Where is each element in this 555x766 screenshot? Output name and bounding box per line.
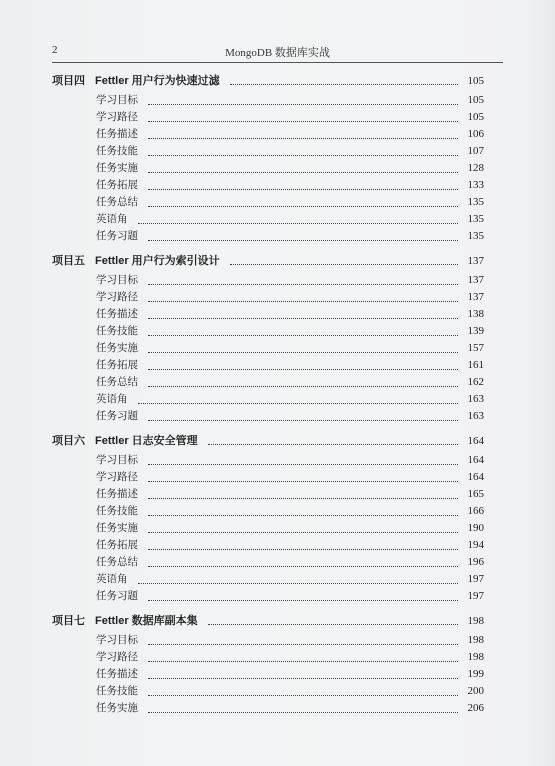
- dot-leader: [148, 660, 458, 662]
- toc-entry-title: [52, 374, 142, 391]
- toc-page-number: 194: [467, 539, 484, 551]
- toc-project-id: 项目五: [52, 254, 85, 267]
- dot-leader: [148, 497, 458, 499]
- toc-entry-title: [52, 554, 142, 571]
- toc-title-text: 学习目标: [96, 94, 138, 106]
- dot-leader: [148, 120, 458, 122]
- dot-leader: [230, 83, 458, 85]
- dot-leader: [148, 385, 458, 387]
- toc-page-number: 198: [467, 651, 484, 663]
- toc-item-row: [52, 571, 484, 588]
- toc-page-number: 161: [467, 359, 484, 371]
- toc-entry-title: [52, 649, 142, 666]
- toc-entry-title: [52, 177, 142, 194]
- toc-item-row: [52, 408, 484, 425]
- dot-leader: [148, 643, 458, 645]
- toc-entry-title: [52, 357, 142, 374]
- header-book-title: MongoDB 数据库实战: [225, 47, 330, 59]
- toc-entry-title: [52, 73, 224, 90]
- toc-title-text: 任务实施: [96, 162, 138, 174]
- toc-page-number: 162: [467, 376, 484, 388]
- toc-title-text: 英语角: [96, 393, 128, 405]
- dot-leader: [148, 531, 458, 533]
- toc-item-row: [52, 374, 484, 391]
- toc-entry-title: [52, 194, 142, 211]
- dot-leader: [148, 514, 458, 516]
- toc-entry-title: [52, 700, 142, 717]
- toc-entry-title: [52, 126, 142, 143]
- dot-leader: [148, 171, 458, 173]
- toc-entry-title: [52, 143, 142, 160]
- toc-title-text: 任务总结: [96, 196, 138, 208]
- toc-title-text: 任务描述: [96, 488, 138, 500]
- toc-page-number: 164: [467, 434, 484, 447]
- toc-page-number: 164: [467, 454, 484, 466]
- toc-page-number: 196: [467, 556, 484, 568]
- toc-page-number: 190: [467, 522, 484, 534]
- toc-page-number: 138: [467, 308, 484, 320]
- toc-page-number: 135: [467, 196, 484, 208]
- toc-item-row: [52, 357, 484, 374]
- toc-page-number: 198: [467, 614, 484, 627]
- toc-item-row: [52, 520, 484, 537]
- toc-title-text: 任务描述: [96, 668, 138, 680]
- toc-page-number: 133: [467, 179, 484, 191]
- toc-page-number: 163: [467, 410, 484, 422]
- page-edge-shadow: [525, 0, 555, 766]
- toc-project-id: 项目七: [52, 614, 85, 627]
- toc-item-row: [52, 323, 484, 340]
- toc-title-text: 任务技能: [96, 685, 138, 697]
- toc-title-text: 任务实施: [96, 522, 138, 534]
- toc-item-row: [52, 452, 484, 469]
- dot-leader: [148, 565, 458, 567]
- toc-item-row: [52, 177, 484, 194]
- dot-leader: [148, 711, 458, 713]
- toc-page-number: 197: [467, 590, 484, 602]
- toc-entry-title: [52, 306, 142, 323]
- dot-leader: [230, 263, 458, 265]
- toc-title-text: 任务描述: [96, 308, 138, 320]
- toc-entry-title: [52, 486, 142, 503]
- toc-title-text: 学习路径: [96, 651, 138, 663]
- dot-leader: [148, 480, 458, 482]
- header-page-number: 2: [52, 44, 58, 56]
- toc-page-number: 199: [467, 668, 484, 680]
- dot-leader: [208, 443, 458, 445]
- toc-page-number: 137: [467, 291, 484, 303]
- dot-leader: [148, 188, 458, 190]
- dot-leader: [148, 205, 458, 207]
- toc-title-text: 学习路径: [96, 471, 138, 483]
- toc-item-row: [52, 666, 484, 683]
- toc-project-row: [52, 250, 484, 272]
- dot-leader: [208, 623, 458, 625]
- toc-entry-title: [52, 289, 142, 306]
- toc-item-row: [52, 194, 484, 211]
- toc-entry-title: [52, 469, 142, 486]
- toc-entry-title: [52, 160, 142, 177]
- header-rule: [52, 62, 503, 63]
- toc-title-text: 任务拓展: [96, 539, 138, 551]
- toc-project-row: [52, 70, 484, 92]
- toc-page-number: 166: [467, 505, 484, 517]
- toc-entry-title: [52, 632, 142, 649]
- toc-item-row: [52, 391, 484, 408]
- toc-entry-title: [52, 433, 202, 450]
- toc-entry-title: [52, 323, 142, 340]
- toc-title-text: 任务习题: [96, 410, 138, 422]
- toc-entry-title: [52, 503, 142, 520]
- toc-entry-title: [52, 211, 132, 228]
- toc-entry-title: [52, 452, 142, 469]
- toc-title-text: Fettler 日志安全管理: [95, 434, 198, 447]
- toc-page-number: 137: [467, 274, 484, 286]
- toc-entry-title: [52, 613, 202, 630]
- toc-title-text: 任务习题: [96, 230, 138, 242]
- dot-leader: [138, 402, 459, 404]
- toc-title-text: Fettler 用户行为快速过滤: [95, 74, 220, 87]
- toc-page-number: 163: [467, 393, 484, 405]
- toc-item-row: [52, 683, 484, 700]
- dot-leader: [148, 137, 458, 139]
- toc-entry-title: [52, 228, 142, 245]
- toc-page-number: 128: [467, 162, 484, 174]
- toc-title-text: 学习路径: [96, 111, 138, 123]
- toc-item-row: [52, 160, 484, 177]
- dot-leader: [148, 599, 458, 601]
- table-of-contents: [52, 70, 484, 717]
- toc-title-text: 任务总结: [96, 556, 138, 568]
- toc-entry-title: [52, 683, 142, 700]
- toc-page-number: 137: [467, 254, 484, 267]
- toc-entry-title: [52, 340, 142, 357]
- toc-page-number: 135: [467, 230, 484, 242]
- toc-item-row: [52, 272, 484, 289]
- toc-title-text: 任务总结: [96, 376, 138, 388]
- dot-leader: [148, 463, 458, 465]
- toc-item-row: [52, 588, 484, 605]
- toc-title-text: 学习目标: [96, 274, 138, 286]
- dot-leader: [148, 300, 458, 302]
- toc-entry-title: [52, 391, 132, 408]
- toc-item-row: [52, 306, 484, 323]
- toc-entry-title: [52, 92, 142, 109]
- toc-entry-title: [52, 408, 142, 425]
- toc-item-row: [52, 126, 484, 143]
- toc-item-row: [52, 537, 484, 554]
- toc-title-text: 任务技能: [96, 325, 138, 337]
- dot-leader: [148, 283, 458, 285]
- toc-page-number: 198: [467, 634, 484, 646]
- toc-item-row: [52, 289, 484, 306]
- toc-title-text: 英语角: [96, 573, 128, 585]
- toc-page-number: 200: [467, 685, 484, 697]
- toc-title-text: Fettler 用户行为索引设计: [95, 254, 220, 267]
- toc-item-row: [52, 469, 484, 486]
- toc-page-number: 107: [467, 145, 484, 157]
- toc-page-number: 206: [467, 702, 484, 714]
- toc-project-row: [52, 610, 484, 632]
- toc-page-number: 139: [467, 325, 484, 337]
- toc-item-row: [52, 211, 484, 228]
- toc-page-number: 105: [467, 94, 484, 106]
- toc-page-number: 106: [467, 128, 484, 140]
- toc-title-text: 英语角: [96, 213, 128, 225]
- dot-leader: [148, 103, 458, 105]
- toc-project-row: [52, 430, 484, 452]
- dot-leader: [148, 317, 458, 319]
- toc-title-text: 任务描述: [96, 128, 138, 140]
- toc-entry-title: [52, 537, 142, 554]
- toc-item-row: [52, 228, 484, 245]
- toc-title-text: 学习目标: [96, 634, 138, 646]
- toc-item-row: [52, 700, 484, 717]
- toc-page-number: 135: [467, 213, 484, 225]
- toc-title-text: 学习路径: [96, 291, 138, 303]
- toc-item-row: [52, 486, 484, 503]
- toc-page-number: 165: [467, 488, 484, 500]
- toc-entry-title: [52, 666, 142, 683]
- toc-title-text: 任务技能: [96, 145, 138, 157]
- dot-leader: [138, 582, 459, 584]
- toc-page-number: 105: [467, 74, 484, 87]
- toc-item-row: [52, 554, 484, 571]
- toc-title-text: 任务拓展: [96, 359, 138, 371]
- toc-item-row: [52, 109, 484, 126]
- toc-entry-title: [52, 571, 132, 588]
- toc-title-text: 任务实施: [96, 342, 138, 354]
- dot-leader: [148, 694, 458, 696]
- dot-leader: [148, 677, 458, 679]
- toc-page-number: 157: [467, 342, 484, 354]
- toc-title-text: 任务技能: [96, 505, 138, 517]
- dot-leader: [148, 351, 458, 353]
- toc-title-text: 学习目标: [96, 454, 138, 466]
- toc-page-number: 105: [467, 111, 484, 123]
- dot-leader: [138, 222, 459, 224]
- toc-project-id: 项目四: [52, 74, 85, 87]
- toc-entry-title: [52, 253, 224, 270]
- toc-entry-title: [52, 109, 142, 126]
- dot-leader: [148, 548, 458, 550]
- dot-leader: [148, 334, 458, 336]
- toc-project-id: 项目六: [52, 434, 85, 447]
- dot-leader: [148, 154, 458, 156]
- toc-page-number: 197: [467, 573, 484, 585]
- toc-title-text: 任务实施: [96, 702, 138, 714]
- toc-title-text: 任务拓展: [96, 179, 138, 191]
- toc-entry-title: [52, 588, 142, 605]
- toc-item-row: [52, 143, 484, 160]
- toc-entry-title: [52, 520, 142, 537]
- toc-item-row: [52, 632, 484, 649]
- toc-item-row: [52, 503, 484, 520]
- toc-entry-title: [52, 272, 142, 289]
- running-header: [52, 44, 503, 64]
- dot-leader: [148, 419, 458, 421]
- toc-item-row: [52, 649, 484, 666]
- dot-leader: [148, 239, 458, 241]
- toc-item-row: [52, 92, 484, 109]
- toc-title-text: 任务习题: [96, 590, 138, 602]
- toc-page-number: 164: [467, 471, 484, 483]
- toc-item-row: [52, 340, 484, 357]
- toc-title-text: Fettler 数据库副本集: [95, 614, 198, 627]
- dot-leader: [148, 368, 458, 370]
